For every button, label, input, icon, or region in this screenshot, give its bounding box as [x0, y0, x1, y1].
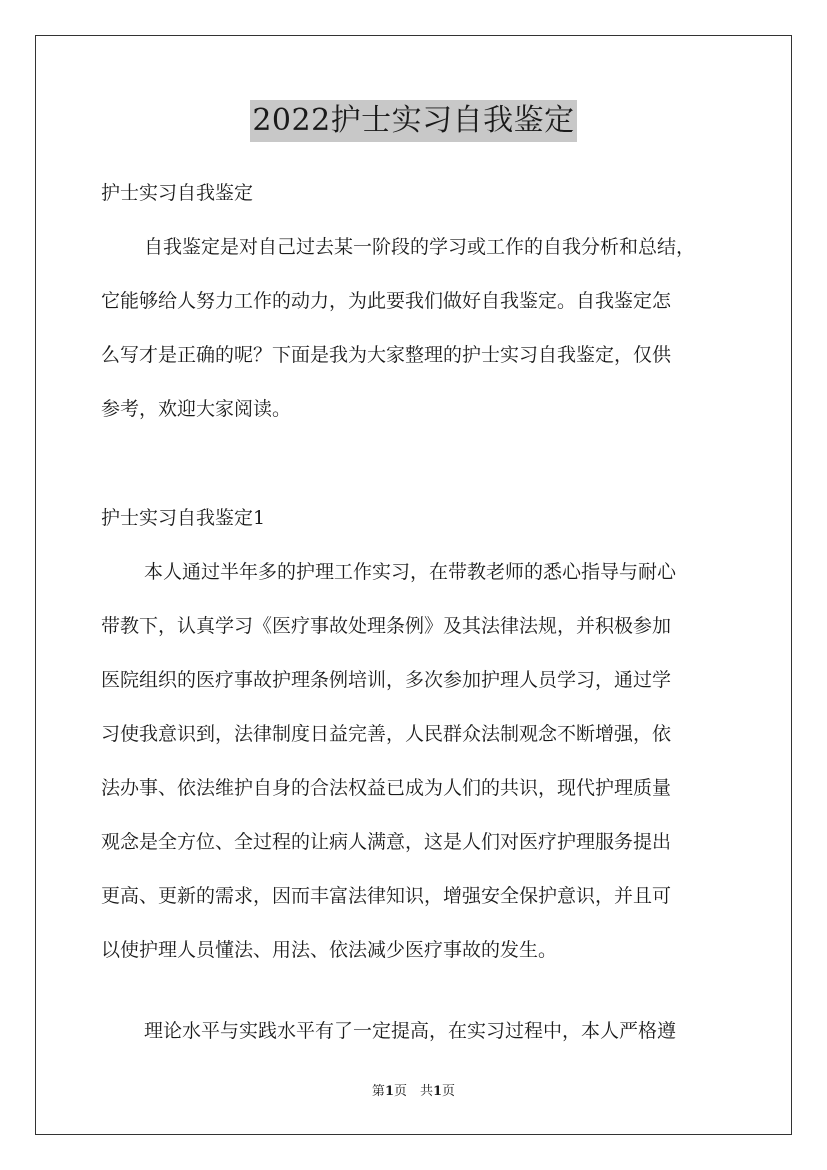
- document-subtitle: 护士实习自我鉴定: [101, 182, 254, 204]
- footer-page-suffix: 页: [442, 1084, 456, 1099]
- document-title: 2022护士实习自我鉴定: [250, 100, 576, 142]
- footer-page-current: 1: [384, 1084, 394, 1099]
- intro-line: 它能够给人努力工作的动力，为此要我们做好自我鉴定。自我鉴定怎: [101, 290, 672, 312]
- section-line: 理论水平与实践水平有了一定提高，在实习过程中，本人严格遵: [144, 1020, 677, 1042]
- footer-page-mid: 页 共: [393, 1084, 433, 1099]
- section-line: 医院组织的医疗事故护理条例培训，多次参加护理人员学习，通过学: [101, 669, 672, 691]
- section-line: 法办事、依法维护自身的合法权益已成为人们的共识，现代护理质量: [101, 777, 672, 799]
- title-container: [0, 100, 827, 142]
- page-footer: [0, 1084, 827, 1100]
- section-line: 以使护理人员懂法、用法、依法减少医疗事故的发生。: [101, 939, 558, 961]
- footer-page-total: 1: [433, 1084, 443, 1099]
- section-heading: 护士实习自我鉴定1: [101, 507, 266, 529]
- intro-line: 自我鉴定是对自己过去某一阶段的学习或工作的自我分析和总结，: [144, 236, 696, 258]
- intro-line: 么写才是正确的呢？下面是我为大家整理的护士实习自我鉴定，仅供: [101, 344, 672, 366]
- intro-line: 参考，欢迎大家阅读。: [101, 398, 292, 420]
- footer-page-prefix: 第: [371, 1084, 385, 1099]
- section-line: 本人通过半年多的护理工作实习，在带教老师的悉心指导与耐心: [144, 561, 677, 583]
- section-line: 习使我意识到，法律制度日益完善，人民群众法制观念不断增强，依: [101, 723, 672, 745]
- section-line: 观念是全方位、全过程的让病人满意，这是人们对医疗护理服务提出: [101, 831, 672, 853]
- section-line: 更高、更新的需求，因而丰富法律知识，增强安全保护意识，并且可: [101, 885, 672, 907]
- section-line: 带教下，认真学习《医疗事故处理条例》及其法律法规，并积极参加: [101, 615, 672, 637]
